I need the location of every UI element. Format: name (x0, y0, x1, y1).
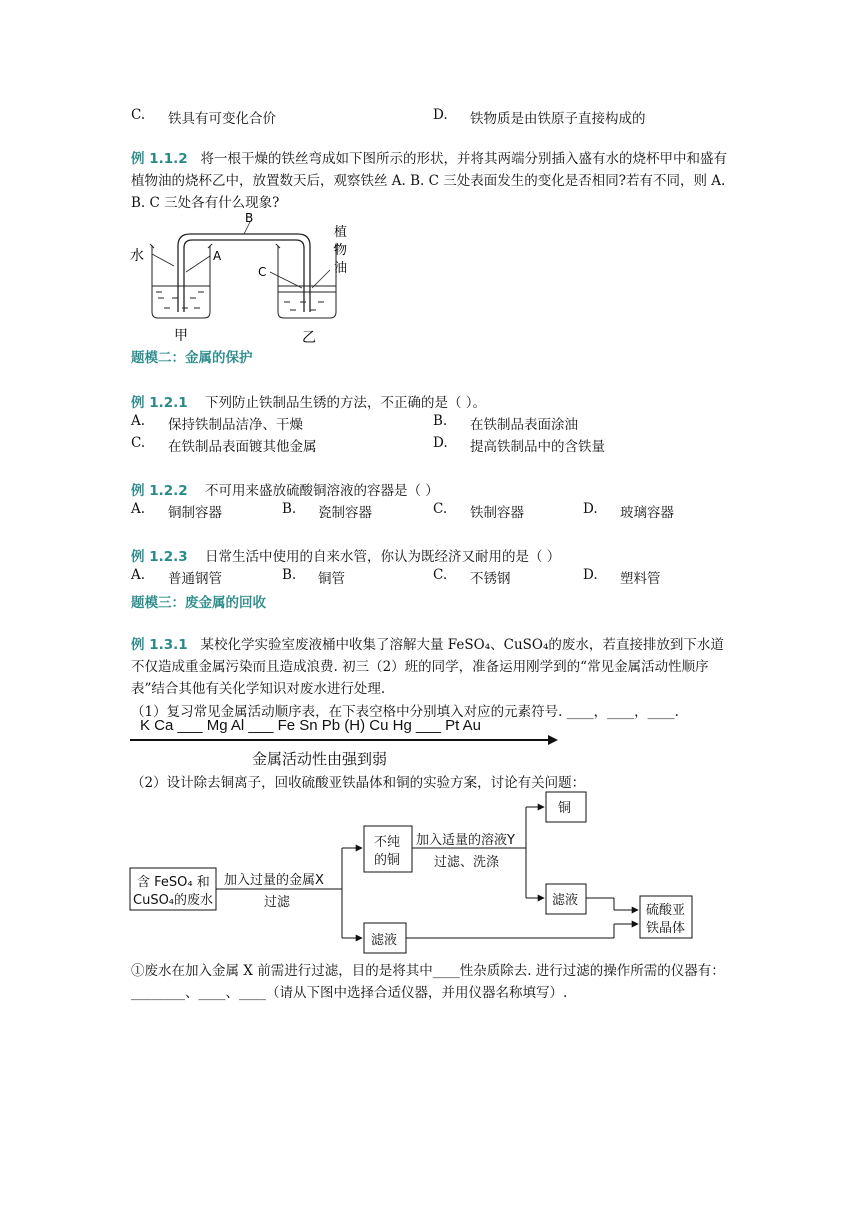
option-c-label: C. (433, 567, 448, 583)
copper-label: 铜 (558, 801, 572, 816)
label-jia: 甲 (174, 328, 188, 344)
option-d-text: 提高铁制品中的含铁量 (470, 439, 605, 455)
option-b-label: B. (282, 501, 297, 517)
start-line-1: 含 FeSO₄ 和 (137, 875, 210, 890)
option-b-label: B. (282, 567, 297, 583)
option-b-text: 在铁制品表面涂油 (470, 417, 578, 433)
filtrate-bottom-label: 滤液 (371, 933, 398, 948)
option-a-text: 铜制容器 (168, 505, 222, 521)
option-d-label: D. (433, 435, 448, 451)
activity-series: K Ca ___ Mg Al ___ Fe Sn Pb (H) Cu Hg ___ Pt Au (140, 717, 482, 734)
option-c-text: 铁具有可变化合价 (168, 111, 276, 127)
option-d-text: 铁物质是由铁原子直接构成的 (470, 111, 646, 127)
label-oil-3: 油 (334, 261, 348, 276)
option-d-label: D. (433, 107, 448, 123)
option-c-label: C. (433, 501, 448, 517)
label-yi: 乙 (302, 330, 316, 346)
impure-line-1: 不纯 (374, 835, 401, 850)
example-tag: 例 1.2.1 (131, 395, 188, 411)
question-1: （1）复习常见金属活动顺序表，在下表空格中分别填入对应的元素符号. ____，____，____. (131, 704, 679, 720)
option-a-label: A. (131, 567, 146, 583)
example-text: 某校化学实验室废液桶中收集了溶解大量 FeSO₄、CuSO₄的废水，若直接排放到下水道不仅造成重金属污染而且造成浪费. 初三（2）班的同学，准备运用刚学到的“常见金属活动性顺序表”结合其他有关化学知识对废水进行处理. (131, 637, 724, 697)
start-line-2: CuSO₄的废水 (133, 893, 214, 908)
example-text: 将一根干燥的铁丝弯成如下图所示的形状，并将其两端分别插入盛有水的烧杯甲中和盛有植物油的烧杯乙中，放置数天后，观察铁丝 A. B. C 三处表面发生的变化是否相同?若有不同，则 A. B. C 三处各有什么现象? (131, 151, 728, 211)
iron-wire (178, 234, 310, 312)
option-c-text: 不锈钢 (470, 571, 511, 587)
option-d-label: D. (583, 501, 598, 517)
flow-chart (128, 790, 698, 960)
product-line-1: 硫酸亚 (646, 903, 686, 918)
label-b: B (245, 212, 254, 225)
example-text: 日常生活中使用的自来水管，你认为既经济又耐用的是（ ） (205, 549, 561, 565)
option-a-label: A. (131, 413, 146, 429)
option-a-text: 保持铁制品洁净、干燥 (168, 417, 303, 433)
product-line-2: 铁晶体 (646, 921, 686, 936)
step2-label-2: 过滤、洗涤 (434, 855, 500, 870)
option-a-label: A. (131, 501, 146, 517)
step2-label-1: 加入适量的溶液Y (416, 833, 515, 848)
label-water: 水 (130, 248, 144, 264)
example-tag: 例 1.2.3 (131, 549, 188, 565)
example-tag: 例 1.2.2 (131, 483, 188, 499)
label-a: A (213, 249, 222, 263)
question-2: （2）设计除去铜离子，回收硫酸亚铁晶体和铜的实验方案，讨论有关问题： (131, 775, 586, 791)
example-1-1-2 (131, 148, 731, 214)
option-b-label: B. (433, 413, 448, 429)
option-b-text: 铜管 (318, 571, 345, 587)
option-c-label: C. (131, 435, 146, 451)
label-c: C (258, 265, 267, 279)
option-d-text: 玻璃容器 (620, 505, 674, 521)
example-text: 下列防止铁制品生锈的方法，不正确的是（ ）。 (205, 395, 487, 411)
option-b-text: 瓷制容器 (318, 505, 372, 521)
beaker-jia (150, 244, 212, 318)
question-3: ①废水在加入金属 X 前需进行过滤，目的是将其中____性杂质除去. 进行过滤的操作所需的仪器有：________、____、____（请从下图中选择合适仪器，并用仪器名称填写）. (131, 963, 725, 1001)
filtrate-top-label: 滤液 (552, 893, 579, 908)
section-title-3: 题模三：废金属的回收 (131, 595, 266, 611)
impure-line-2: 的铜 (374, 853, 401, 868)
beaker-yi (276, 244, 338, 318)
example-tag: 例 1.1.2 (131, 151, 188, 167)
section-title-2: 题模二：金属的保护 (131, 350, 253, 366)
example-text: 不可用来盛放硫酸铜溶液的容器是（ ） (205, 483, 439, 499)
option-c-text: 铁制容器 (470, 505, 524, 521)
iron-wire-figure (128, 212, 358, 347)
activity-arrow (130, 732, 560, 748)
arrow-label: 金属活动性由强到弱 (252, 750, 388, 768)
step1-label-2: 过滤 (264, 895, 291, 910)
example-1-3-1 (131, 634, 731, 700)
option-c-text: 在铁制品表面镀其他金属 (168, 439, 317, 455)
option-c-label: C. (131, 107, 146, 123)
option-d-label: D. (583, 567, 598, 583)
option-d-text: 塑料管 (620, 571, 661, 587)
label-oil-1: 植 (334, 225, 348, 240)
option-a-text: 普通钢管 (168, 571, 222, 587)
label-oil-2: 物 (334, 243, 348, 258)
step1-label-1: 加入过量的金属X (224, 873, 324, 888)
example-tag: 例 1.3.1 (131, 637, 188, 653)
